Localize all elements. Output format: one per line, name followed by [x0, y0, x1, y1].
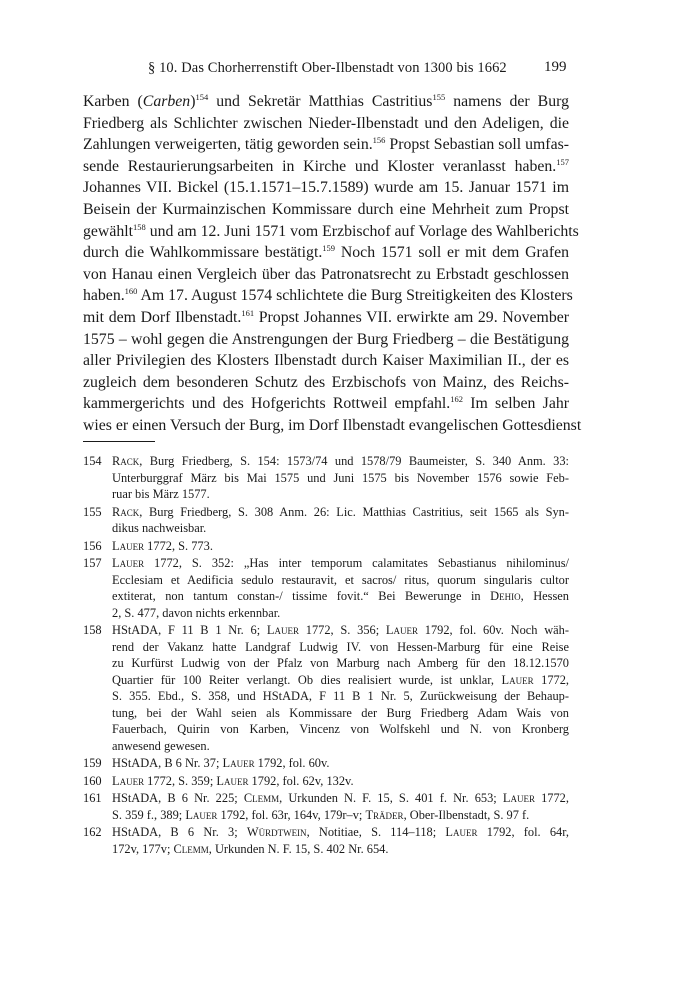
footnote-ref[interactable]: 161	[241, 307, 255, 318]
body-text	[83, 91, 582, 437]
footnote-line: extiterat, non tantum constan-/ tissime fovit.“ Bei Bewerunge in Dehio, Hessen	[112, 589, 569, 603]
footnote-number: 160	[83, 773, 102, 788]
footnote-item	[83, 790, 569, 823]
footnote-item	[83, 755, 569, 772]
footnote-ref[interactable]: 154	[195, 92, 209, 102]
footnote-number: 161	[83, 791, 102, 805]
footnote-line: HStADA, B 6 Nr. 225; Clemm, Urkunden N. F. 15, S. 401 f. Nr. 653; Lauer 1772,	[112, 791, 569, 805]
footnote-ref[interactable]: 162	[450, 394, 463, 405]
footnote-line: Fauerbach, Quirin von Karben, Vincenz von Wolfskehl und N. von Kronberg	[112, 722, 569, 736]
footnote-line: Rack, Burg Friedberg, S. 154: 1573/74 und 1578/79 Baumeister, S. 340 Anm. 33:	[112, 454, 569, 468]
footnote-number: 154	[83, 454, 102, 468]
footnote-separator	[83, 441, 155, 442]
footnote-ref[interactable]: 157	[556, 156, 569, 167]
footnote-line: 2, S. 477, davon nichts erkennbar.	[112, 605, 281, 620]
footnote-line: Unterburggraf März bis Mai 1575 und Juni 1575 bis November 1576 sowie Feb-	[112, 470, 569, 485]
body-line: kammergerichts und des Hofgerichts Rottweil empfahl.$^{162}$ Im selben Jahr	[83, 394, 569, 413]
footnote-line: ruar bis März 1577.	[112, 487, 210, 501]
body-line: mit dem Dorf Ilbenstadt.$^{161}$ Propst Johannes VII. erwirkte am 29. November	[83, 307, 569, 326]
footnote-number: 155	[83, 504, 102, 519]
footnote-line: Lauer 1772, S. 359; Lauer 1792, fol. 62v, 132v.	[112, 773, 354, 788]
footnote-number: 156	[83, 538, 102, 553]
body-line: von Hanau einen Vergleich über das Patronatsrecht zu Erbstadt geschlossen	[83, 265, 569, 283]
footnote-line: anwesend gewesen.	[112, 738, 210, 753]
body-line: aller Privilegien des Klosters Ilbenstadt durch Kaiser Maximilian II., der es	[83, 352, 569, 370]
footnote-item	[83, 453, 569, 503]
body-line: wies er einen Versuch der Burg, im Dorf Ilbenstadt evangelischen Gottesdienst	[83, 416, 582, 434]
body-line: Johannes VII. Bickel (15.1.1571–15.7.1589) wurde am 15. Januar 1571 im	[83, 179, 569, 197]
footnote-line: S. 355. Ebd., S. 358, und HStADA, F 11 B 1 Nr. 5, Zurückweisung der Behaup-	[112, 689, 569, 703]
body-line: haben.$^{160}$ Am 17. August 1574 schlichtete die Burg Streitigkeiten des Klosters	[83, 286, 573, 305]
footnote-line: HStADA, F 11 B 1 Nr. 6; Lauer 1772, S. 356; Lauer 1792, fol. 60v. Noch wäh-	[112, 623, 569, 637]
footnote-ref[interactable]: 156	[372, 135, 386, 146]
footnote-item	[83, 622, 569, 754]
footnote-line: HStADA, B 6 Nr. 37; Lauer 1792, fol. 60v.	[112, 756, 330, 770]
footnote-line: Ecclesiam et Aedificia sedulo restauravit, et sacros/ ritus, quorum singularis cultor	[112, 572, 569, 587]
page-number: 199	[544, 59, 567, 75]
body-line: 1575 – wohl gegen die Anstrengungen der Burg Friedberg – die Bestätigung	[83, 330, 569, 348]
footnote-item	[83, 504, 569, 537]
footnote-line: Lauer 1772, S. 773.	[112, 538, 213, 553]
footnote-number: 159	[83, 756, 102, 770]
footnote-line: 172v, 177v; Clemm, Urkunden N. F. 15, S. 402 Nr. 654.	[112, 841, 389, 856]
body-line: sende Restaurierungsarbeiten in Kirche und Kloster veranlasst haben.$^{157}$	[83, 156, 569, 175]
footnote-number: 162	[83, 825, 102, 839]
footnote-ref[interactable]: 158	[133, 221, 146, 232]
running-head: § 10. Das Chorherrenstift Ober-Ilbenstadt von 1300 bis 1662	[148, 60, 507, 76]
footnote-line: Lauer 1772, S. 352: „Has inter temporum calamitates Sebastianus nihilominus/	[112, 556, 569, 570]
footnote-number: 157	[83, 556, 102, 570]
footnote-number: 158	[83, 623, 102, 637]
body-line: Karben (Carben)$^{154}$ und Sekretär Matthias Castritius$^{155}$ namens der Burg	[83, 92, 569, 110]
body-line: zugleich dem besonderen Schutz des Erzbischofs von Mainz, des Reichs-	[83, 373, 569, 391]
body-line: gewählt$^{158}$ und am 12. Juni 1571 vom Erzbischof auf Vorlage des Wahlberichts	[83, 221, 579, 240]
footnote-ref[interactable]: 159	[322, 243, 336, 254]
footnote-line: Rack, Burg Friedberg, S. 308 Anm. 26: Lic. Matthias Castritius, seit 1565 als Syn-	[112, 504, 569, 519]
footnote-item	[83, 773, 569, 790]
body-line: durch die Wahlkommissare bestätigt.$^{159}$ Noch 1571 soll er mit dem Grafen	[83, 243, 569, 262]
body-line: Beisein der Kurmainzischen Kommissare durch eine Mehrheit zum Propst	[83, 200, 569, 218]
footnote-ref[interactable]: 160	[124, 286, 138, 297]
footnote-line: dikus nachweisbar.	[112, 521, 207, 535]
footnote-line: Quartier für 100 Reiter verlangt. Ob dies realisiert wurde, ist unklar, Lauer 1772,	[112, 672, 569, 687]
footnote-line: tung, bei der Wahl seien als Kommissare der Burg Friedberg Adam Wais von	[112, 705, 569, 720]
footnote-item	[83, 824, 569, 857]
footnote-line: rend der Vakanz hatte Landgraf Ludwig IV. von Hessen-Marburg für eine Reise	[112, 639, 569, 654]
footnote-line: HStADA, B 6 Nr. 3; Würdtwein, Notitiae, S. 114–118; Lauer 1792, fol. 64r,	[112, 825, 569, 839]
footnote-item	[83, 538, 569, 555]
body-line: Friedberg als Schlichter zwischen Nieder-Ilbenstadt und den Adeligen, die	[83, 114, 569, 132]
footnote-line: S. 359 f., 389; Lauer 1792, fol. 63r, 164v, 179r–v; Träder, Ober-Ilbenstadt, S. 97 f.	[112, 807, 530, 822]
footnote-item	[83, 555, 569, 621]
footnote-ref[interactable]: 155	[432, 92, 446, 102]
footnote-line: zu Kurfürst Ludwig von der Pfalz von Marburg nach Amberg für den 18.12.1570	[112, 656, 569, 670]
body-line: Zahlungen verweigerten, tätig geworden sein.$^{156}$ Propst Sebastian soll umfas-	[83, 135, 569, 154]
footnotes	[83, 453, 569, 858]
